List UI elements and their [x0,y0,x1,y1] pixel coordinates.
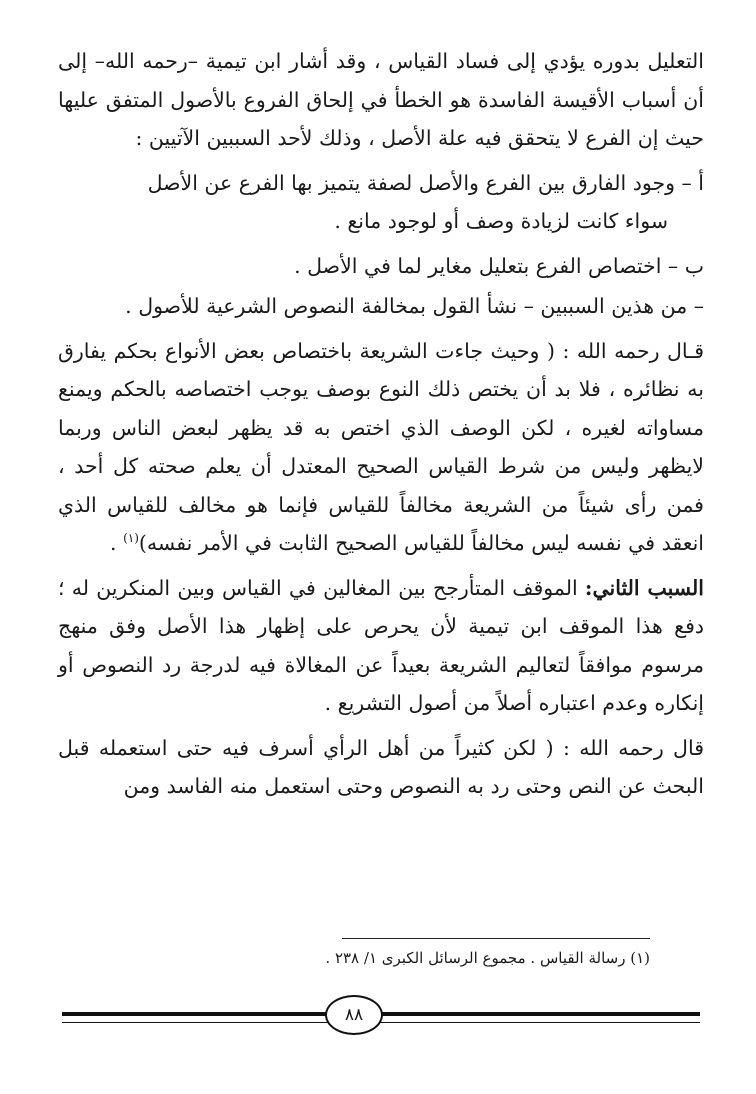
footnote-text: (١) رسالة القياس . مجموع الرسائل الكبرى ١/ ٢٣٨ . [325,949,650,967]
quote-ibn-taymiyyah-2: قال رحمه الله : ( لكن كثيراً من أهل الرأي أسرف فيه حتى استعمله قبل البحث عن النص وحتى رد به النصوص وحتى استعمل منه الفاسد ومن [58,735,704,798]
quote-1-end: . [110,531,124,555]
second-reason-label: السبب الثاني: [584,575,704,600]
paragraph-intro: التعليل بدوره يؤدي إلى فساد القياس ، وقد أشار ابن تيمية –رحمه الله– إلى أن أسباب الأقيسة الفاسدة هو الخطأ في إلحاق الفروع بالأصول المتفق عليها حيث إن الفرع لا يتحقق فيه علة الأصل ، وذلك لأحد السببين الآتيين : [58,49,704,150]
quote-1-text: قـال رحمه الله : ( وحيث جاءت الشريعة باختصاص بعض الأنواع بحكم يفارق به نظائره ، فلا بد أن يختص ذلك النوع بوصف يوجب اختصاصه بالحكم ويمنع مساواته لغيره ، لكن الوصف الذي اختص به قد يظهر لبعض الناس وربما لايظهر وليس من شرط القياس الصحيح المعتدل أن يعلم صحته كل أحد ، فمن رأى شيئاً من الشريعة مخالفاً للقياس فإنما هو مخالف للقياس الذي انعقد في نفسه ليس مخالفاً للقياس الصحيح الثابت في الأمر نفسه) [58,338,704,555]
page-body [58,42,704,812]
footnote-divider [342,938,650,939]
quote-ibn-taymiyyah-1 [58,332,704,563]
second-reason-text: الموقف المتأرجح بين المغالين في القياس وبين المنكرين له ؛ دفع هذا الموقف ابن تيمية لأن يحرص على إظهار هذا الأصل وفق منهج مرسوم موافقاً لتعاليم الشريعة بعيداً عن المغالاة فيه لدرجة رد النصوص أو إنكاره وعدم اعتباره أصلاً من أصول التشريع . [58,575,704,715]
list-item-a-line2: سواء كانت لزيادة وصف أو لوجود مانع . [334,209,668,233]
paragraph-second-reason [58,569,704,723]
list-item-conclusion: – من هذين السببين – نشأ القول بمخالفة النصوص الشرعية للأصول . [125,294,704,318]
list-item-a [58,164,704,241]
footnote-ref: (١) [123,531,139,546]
page-number: ٨٨ [325,995,383,1035]
list-item-a-line1: أ – وجود الفارق بين الفرع والأصل لصفة يتميز بها الفرع عن الأصل [147,170,704,195]
list-item-b: ب – اختصاص الفرع بتعليل مغاير لما في الأصل . [294,253,704,278]
